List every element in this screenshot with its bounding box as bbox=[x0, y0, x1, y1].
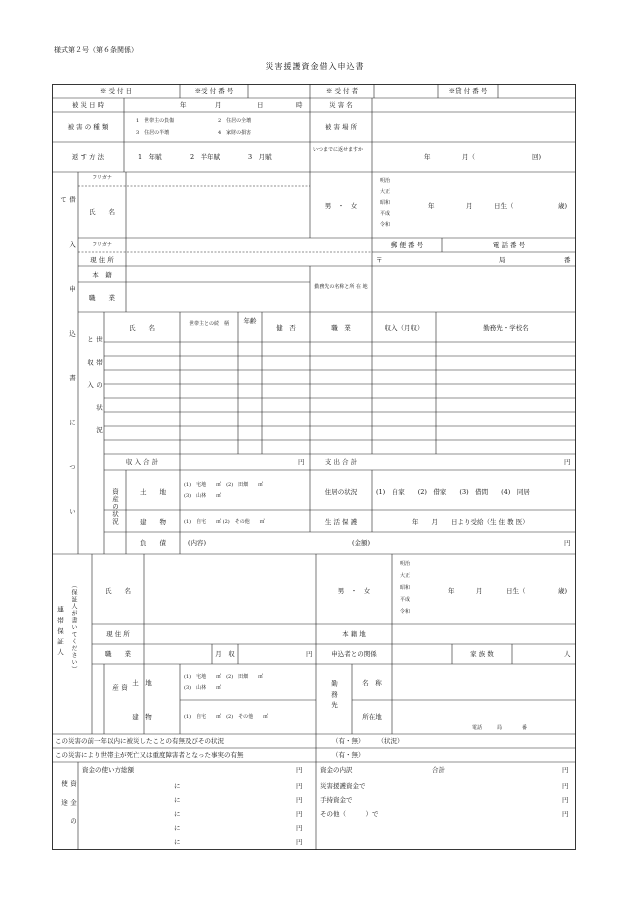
guarantor-work-phone: 電話 局 番 bbox=[472, 725, 528, 731]
phone-ban-label: 番 bbox=[564, 256, 571, 264]
guarantor-workplace-label: 勤 務 先 bbox=[330, 680, 338, 709]
guarantor-work-name-label: 名 称 bbox=[362, 679, 382, 687]
family-count-unit: 人 bbox=[564, 650, 571, 658]
guarantor-section-label: 連 帯 保 証 人 bbox=[56, 606, 64, 656]
usage-item-5-yen: 円 bbox=[296, 838, 303, 846]
family-count-label: 家 族 数 bbox=[470, 650, 494, 658]
damage-option-1[interactable]: 1 世帯主の負傷 bbox=[136, 118, 175, 124]
repayment-method-label: 返 す 方 法 bbox=[71, 153, 105, 161]
guarantor-land-label: 土 地 bbox=[132, 679, 152, 687]
disaster-hour-label: 時 bbox=[296, 101, 303, 109]
usage-item-1-ni: に bbox=[174, 782, 181, 790]
phone-number-label: 電 話 番 号 bbox=[492, 241, 526, 249]
applicant-age: 歳) bbox=[558, 202, 568, 210]
guarantor-building-label: 建 物 bbox=[132, 713, 152, 721]
form-number: 様式第２号（第６条関係） bbox=[54, 46, 138, 54]
phone-bureau-label: 局 bbox=[499, 256, 506, 264]
guarantor-era-list[interactable]: 明治 大正 昭和 平成 令和 bbox=[400, 561, 411, 615]
guarantor-work-place-label: 所在地 bbox=[362, 713, 382, 721]
guarantor-address-label: 現 住 所 bbox=[106, 630, 130, 638]
breakdown-relief-yen: 円 bbox=[562, 782, 569, 790]
debt-yen: 円 bbox=[564, 539, 571, 547]
repay-until-label: いつまでに返せますか bbox=[313, 147, 364, 153]
household-header-age: 年齢 bbox=[243, 317, 257, 325]
building-label: 建 物 bbox=[140, 518, 166, 526]
usage-item-1-yen: 円 bbox=[296, 782, 303, 790]
breakdown-relief-fund: 災害援護資金で bbox=[320, 782, 366, 790]
usage-item-4-ni: に bbox=[174, 824, 181, 832]
current-address-field[interactable] bbox=[128, 253, 370, 265]
household-header-relation: 世帯主との続 柄 bbox=[188, 321, 229, 327]
address-furigana-label: フリガナ bbox=[92, 242, 112, 248]
applicant-sex-label[interactable]: 男 ・ 女 bbox=[324, 202, 358, 210]
application-form bbox=[52, 84, 576, 850]
household-section-label: 世 帯 の 状 況 と 収 入 bbox=[86, 336, 103, 440]
damage-type-label: 被 害 の 種 類 bbox=[67, 123, 109, 131]
household-header-job: 職 業 bbox=[331, 324, 351, 332]
household-header-health: 健 否 bbox=[276, 324, 296, 332]
repay-option-monthly[interactable]: 3 月賦 bbox=[248, 153, 272, 161]
damage-place-label: 被 害 場 所 bbox=[324, 123, 358, 131]
guarantor-birth-year: 年 bbox=[448, 587, 455, 595]
breakdown-label: 資金の内訳 bbox=[320, 766, 353, 774]
debt-label: 負 債 bbox=[140, 539, 166, 547]
usage-item-5-ni: に bbox=[174, 838, 181, 846]
building-options[interactable]: (1) 自宅 ㎡ (2) その他 ㎡ bbox=[184, 519, 265, 525]
breakdown-other-yen: 円 bbox=[562, 810, 569, 818]
land-label: 土 地 bbox=[140, 488, 166, 496]
guarantor-age: 歳) bbox=[558, 587, 568, 595]
guarantor-birth-day: 日生（ bbox=[506, 587, 526, 595]
breakdown-total-yen: 円 bbox=[562, 766, 569, 774]
furigana-label: フリガナ bbox=[92, 175, 112, 181]
domicile-label: 本 籍 bbox=[92, 271, 112, 279]
usage-item-4-yen: 円 bbox=[296, 824, 303, 832]
guarantor-assets-label: 資 産 bbox=[111, 684, 128, 722]
welfare-text: 年 月 日より受給（生 住 教 医） bbox=[412, 518, 529, 526]
applicant-birth-year: 年 bbox=[428, 202, 435, 210]
guarantor-job-label: 職 業 bbox=[105, 650, 131, 658]
guarantor-name-field[interactable] bbox=[146, 556, 314, 622]
income-total-label: 収 入 合 計 bbox=[125, 458, 159, 466]
applicant-name-label: 氏 名 bbox=[89, 208, 115, 216]
debt-content-label: (内容) bbox=[188, 539, 207, 547]
applicant-birth-month: 月 bbox=[466, 202, 473, 210]
receipt-number-label: ※受 付 番 号 bbox=[194, 87, 234, 95]
guarantor-note: （保証人が書いてください） bbox=[70, 582, 77, 673]
applicant-section-label: 借 入 申 込 書 に つ い て bbox=[59, 196, 76, 533]
guarantor-domicile-label: 本 籍 地 bbox=[342, 630, 366, 638]
guarantor-land-options[interactable]: (1) 宅地 ㎡ (2) 田畑 ㎡ (3) 山林 ㎡ bbox=[184, 674, 264, 691]
guarantor-name-label: 氏 名 bbox=[105, 587, 131, 595]
current-address-label: 現 住 所 bbox=[90, 256, 114, 264]
disaster-name-label: 災 害 名 bbox=[329, 101, 353, 109]
receiver-label: ※ 受 付 者 bbox=[325, 87, 359, 95]
breakdown-other-fund: その他（ ）で bbox=[320, 810, 379, 818]
assets-section-label: 資産の状況 bbox=[111, 488, 119, 526]
usage-item-2-yen: 円 bbox=[296, 796, 303, 804]
expense-total-yen: 円 bbox=[564, 458, 571, 466]
breakdown-own-yen: 円 bbox=[562, 796, 569, 804]
repay-month-label: 月（ bbox=[462, 153, 475, 161]
repay-year-label: 年 bbox=[424, 153, 431, 161]
household-header-income: 収入（月収） bbox=[384, 324, 424, 332]
expense-total-label: 支 出 合 計 bbox=[324, 458, 358, 466]
guarantor-income-yen: 円 bbox=[306, 650, 313, 658]
usage-item-2-ni: に bbox=[174, 796, 181, 804]
household-header-school: 勤務先・学校名 bbox=[483, 324, 529, 332]
debt-amount-label: (金額) bbox=[352, 539, 371, 547]
answer-prior-disaster[interactable]: （有・無） （状況） bbox=[332, 737, 404, 745]
disaster-year-label: 年 bbox=[180, 101, 187, 109]
household-header-name: 氏 名 bbox=[129, 324, 155, 332]
applicant-birth-day: 日生（ bbox=[494, 202, 514, 210]
form-title: 災害援護資金借入申込書 bbox=[265, 62, 365, 71]
usage-item-3-ni: に bbox=[174, 810, 181, 818]
housing-status-label: 住居の状況 bbox=[324, 488, 358, 496]
repay-option-semiannual[interactable]: 2 半年賦 bbox=[190, 153, 221, 161]
workplace-label: 勤務先の名称と所 在 地 bbox=[314, 284, 368, 290]
land-options[interactable]: (1) 宅地 ㎡ (2) 田畑 ㎡ (3) 山林 ㎡ bbox=[184, 482, 264, 499]
repay-option-annual[interactable]: 1 年賦 bbox=[138, 153, 162, 161]
guarantor-sex-label[interactable]: 男 ・ 女 bbox=[337, 587, 371, 595]
guarantor-birth-month: 月 bbox=[476, 587, 483, 595]
occupation-label: 職 業 bbox=[89, 294, 115, 302]
guarantor-income-label: 月 収 bbox=[215, 650, 235, 658]
applicant-era-list[interactable]: 明治 大正 昭和 平成 令和 bbox=[380, 178, 391, 228]
damage-option-2[interactable]: 2 住居の全壊 bbox=[218, 118, 252, 124]
repay-times-label: 回) bbox=[532, 153, 542, 161]
usage-total-label: 資金の使い方総額 bbox=[82, 766, 134, 774]
postal-mark: 〒 bbox=[376, 256, 383, 264]
disaster-month-label: 月 bbox=[215, 101, 222, 109]
question-householder-death: この災害により世帯主が死亡又は重度障害者となった事実の有無 bbox=[55, 751, 244, 759]
answer-householder-death[interactable]: （有・無） bbox=[332, 751, 365, 759]
guarantor-relation-label: 申込者との関係 bbox=[331, 650, 377, 658]
breakdown-own-fund: 手持資金で bbox=[320, 796, 353, 804]
damage-option-4[interactable]: 4 家財の損害 bbox=[218, 130, 252, 136]
guarantor-building-options[interactable]: (1) 自宅 ㎡ (2) その他 ㎡ bbox=[184, 714, 269, 720]
disaster-day-label: 日 bbox=[257, 101, 264, 109]
usage-total-yen: 円 bbox=[296, 766, 303, 774]
disaster-date-label: 被 災 日 時 bbox=[71, 101, 105, 109]
funds-section-label: 資 金 の 使 途 bbox=[60, 780, 77, 829]
loan-number-label: ※貸 付 番 号 bbox=[448, 87, 488, 95]
usage-item-3-yen: 円 bbox=[296, 810, 303, 818]
postal-code-label: 郵 便 番 号 bbox=[390, 241, 424, 249]
welfare-label: 生 活 保 護 bbox=[324, 518, 358, 526]
income-total-yen: 円 bbox=[298, 458, 305, 466]
housing-status-options[interactable]: (1) 自家 (2) 借家 (3) 借間 (4) 同居 bbox=[376, 488, 530, 496]
receipt-date-label: ※ 受 付 日 bbox=[99, 87, 133, 95]
breakdown-total-label: 合計 bbox=[432, 766, 445, 774]
damage-option-3[interactable]: 3 住居の半壊 bbox=[136, 130, 170, 136]
question-prior-disaster: この災害の前一年以内に被災したことの有無及びその状況 bbox=[55, 737, 224, 745]
applicant-name-field[interactable] bbox=[128, 188, 308, 236]
